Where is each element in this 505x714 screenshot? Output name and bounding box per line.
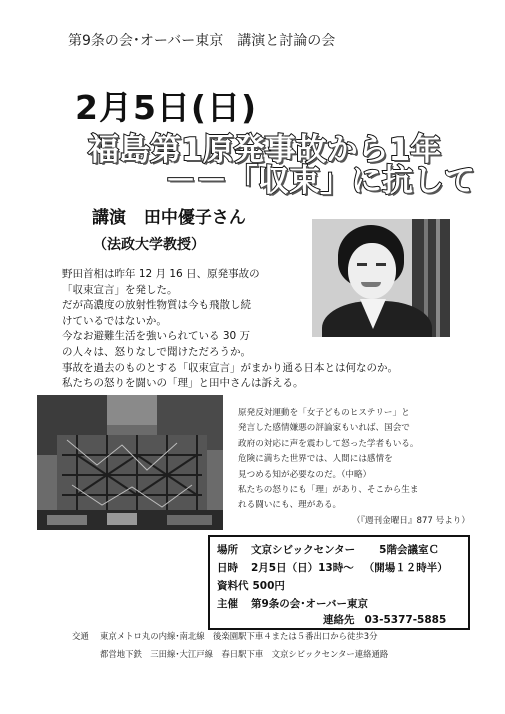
body-line: だが高濃度の放射性物質は今も飛散し続 (62, 299, 251, 312)
access-line-2 (100, 648, 388, 660)
quote-line: 私たちの怒りにも「理」があり、そこから生ま (238, 485, 419, 496)
quote-line: 危険に満ちた世界では、人間には感情を (238, 454, 393, 465)
access-label: 交通 (72, 631, 89, 641)
host-row (217, 596, 368, 611)
quote-block (238, 406, 470, 529)
speaker-affiliation: （法政大学教授） (93, 237, 205, 253)
body-line: 「収束宣言」を発した。 (62, 283, 178, 296)
event-date: 2月5日(日) (75, 88, 258, 127)
contact-value: 03-5377-5885 (364, 614, 447, 626)
fee-row (217, 578, 285, 593)
host-value: 第9条の会･オーバー東京 (251, 598, 369, 610)
host-label: 主催 (217, 598, 238, 610)
venue-row (217, 542, 439, 557)
speaker-name: 田中優子さん (143, 208, 246, 228)
title-line-1: 福島第1原発事故から1年 (88, 132, 442, 168)
fee-label: 資料代 (217, 580, 249, 592)
access-line-1 (72, 630, 378, 642)
time-row (217, 560, 448, 575)
quote-line: 見つめる知が必要なのだ。（中略） (238, 469, 372, 480)
access-route-1: 東京メトロ丸の内線･南北線 後楽園駅下車４または５番出口から徒歩3分 (100, 631, 378, 641)
contact-row (323, 612, 446, 627)
venue-value: 文京シビックセンター (251, 544, 356, 556)
body-text (62, 267, 462, 392)
quote-line: れる闘いにも、理がある。 (238, 500, 342, 511)
access-route-2: 都営地下鉄 三田線･大江戸線 春日駅下車 文京シビックセンター連絡通路 (100, 649, 389, 659)
body-line: けているではないか。 (62, 314, 167, 327)
body-line: 野田首相は昨年 12 月 16 日、原発事故の (62, 268, 260, 280)
time-value: 2月5日（日）13時～ (251, 562, 354, 574)
time-open: （開場１２時半） (363, 562, 448, 574)
speaker-label: 講演 (92, 208, 126, 228)
quote-source: （『週刊金曜日』877 号より） (352, 515, 470, 526)
damaged-reactor-photo (37, 395, 223, 530)
quote-line: 原発反対運動を「女子どものヒステリー」と (238, 408, 410, 418)
body-line: 私たちの怒りを闘いの「理」と田中さんは訴える。 (62, 377, 304, 390)
body-line: 事故を過去のものとする「収束宣言」がまかり通る日本とは何なのか。 (62, 361, 398, 374)
contact-label: 連絡先 (323, 614, 355, 626)
speaker-line (92, 203, 246, 228)
venue-room: 5階会議室Ｃ (379, 544, 439, 556)
time-label: 日時 (217, 562, 238, 574)
title-line-2: －－「収束」に抗して (165, 163, 475, 199)
quote-line: 政府の対応に声を震わして怒った学者もいる。 (238, 438, 419, 449)
body-line: 今なお避難生活を強いられている 30 万 (62, 330, 251, 343)
quote-line: 発言した感情嫌悪の評論家もいれば、国会で (238, 423, 410, 434)
body-line: の人々は、怒りなしで聞けただろうか。 (62, 345, 251, 358)
organizer-event-header: 第9条の会･オーバー東京 講演と討論の会 (68, 33, 336, 49)
fee-value: 500円 (252, 580, 285, 592)
venue-label: 場所 (217, 544, 238, 556)
event-info-box (208, 535, 470, 630)
